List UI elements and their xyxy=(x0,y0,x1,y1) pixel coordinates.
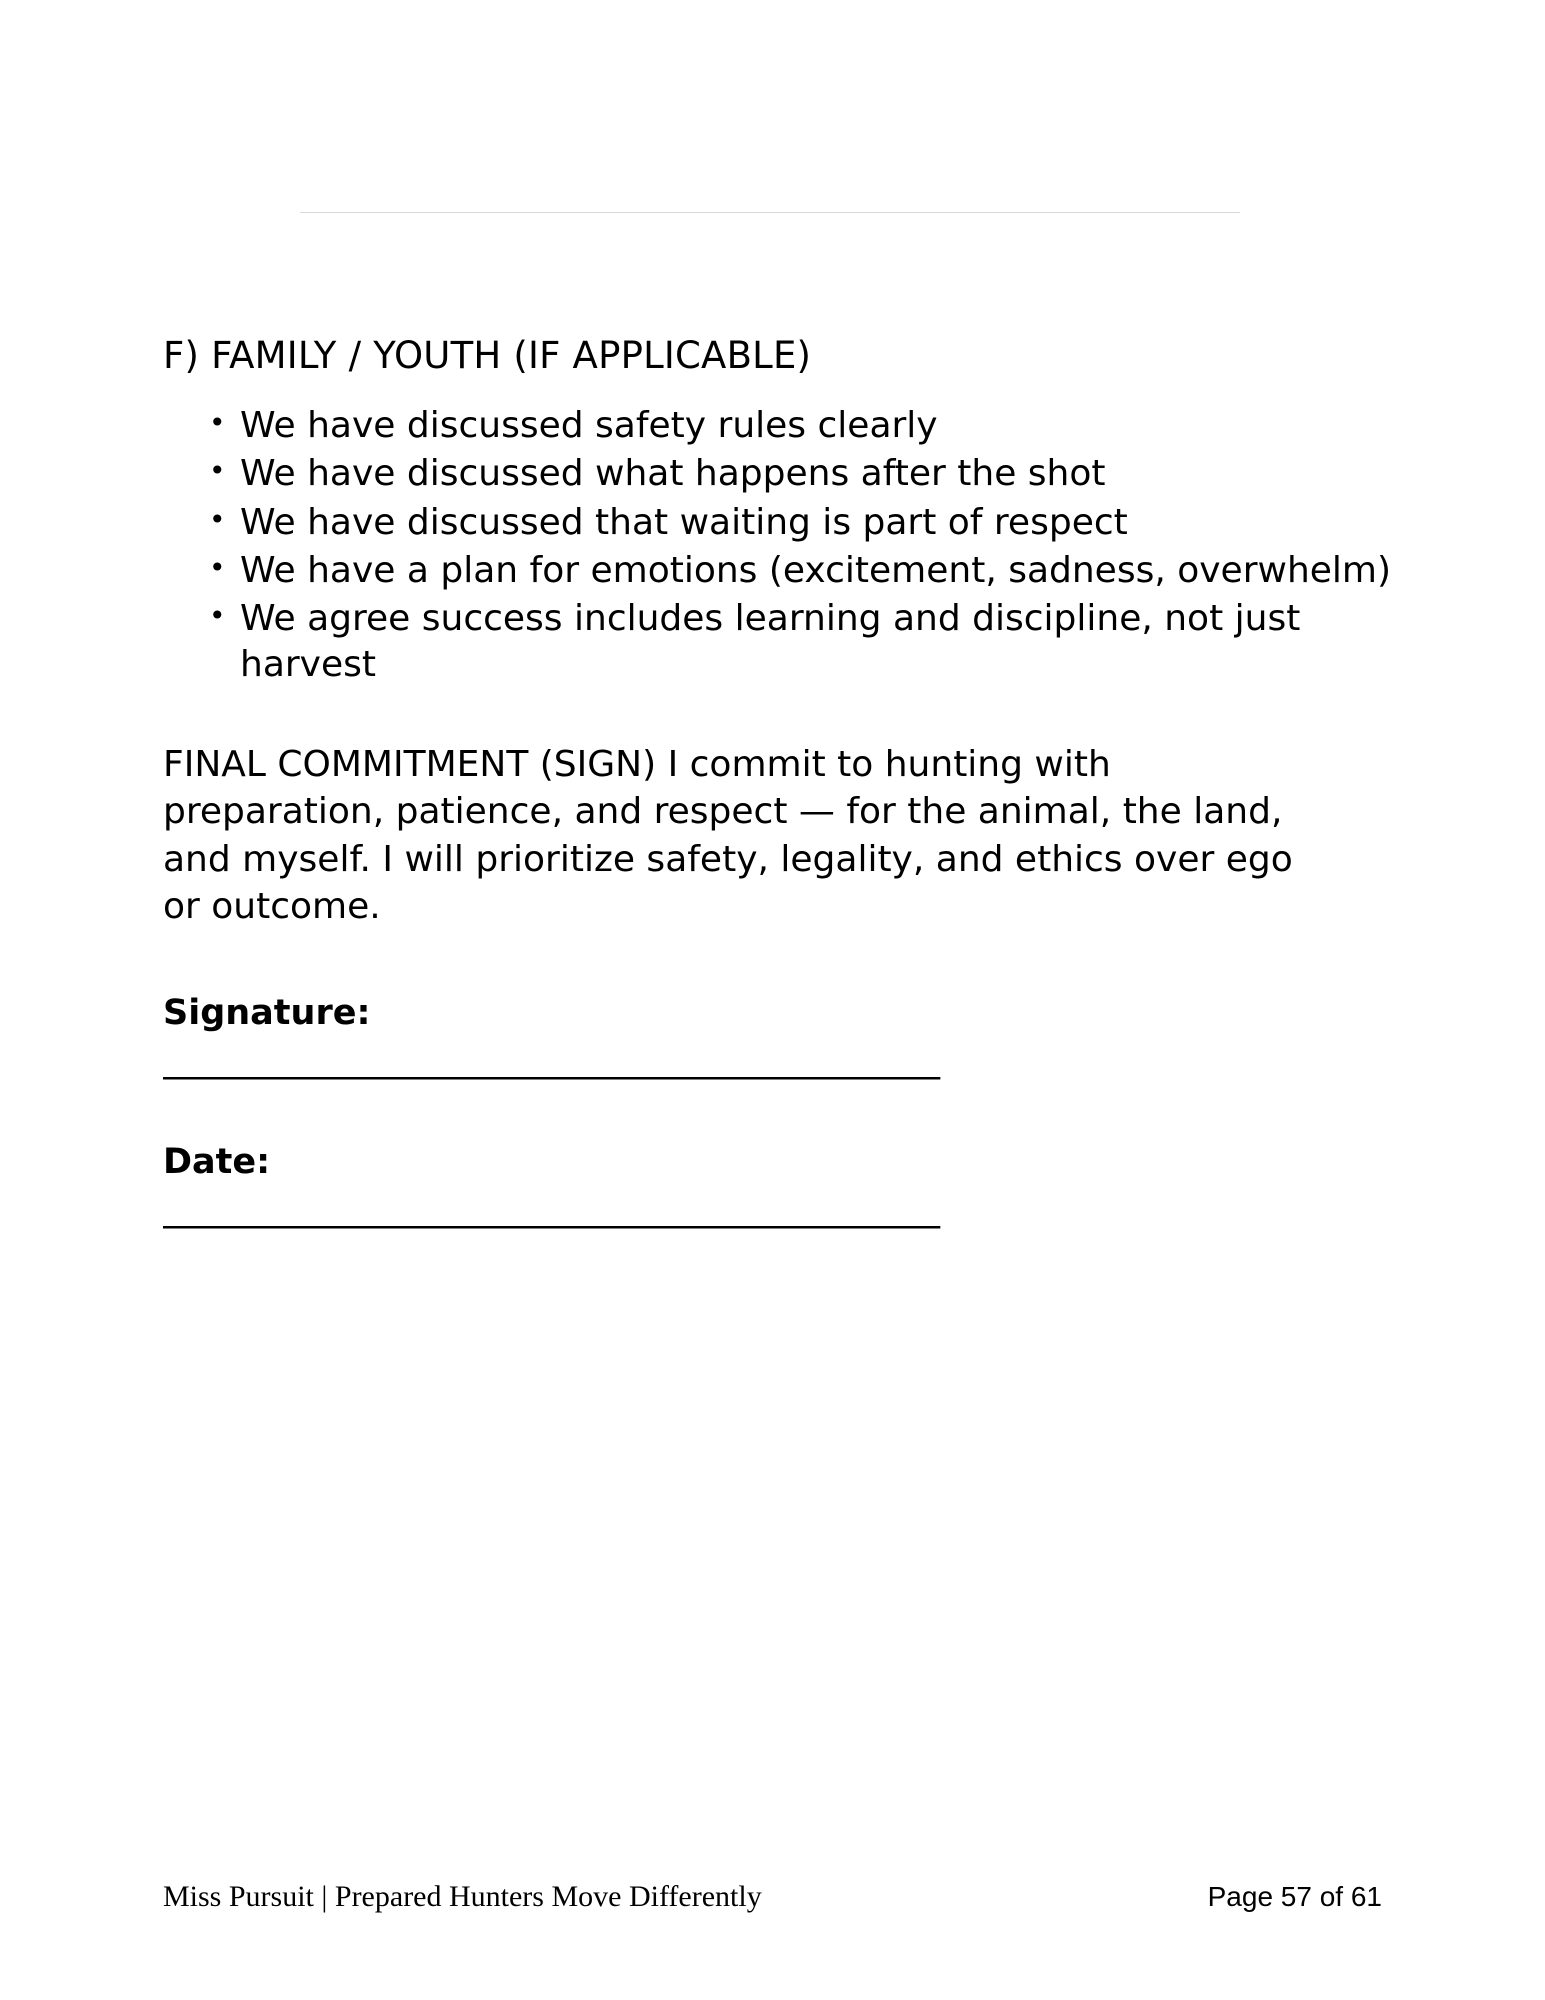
list-item: • We agree success includes learning and discipline, not just harvest xyxy=(163,596,1393,688)
list-item: • We have discussed what happens after the shot xyxy=(163,451,1393,497)
checklist xyxy=(163,403,1393,687)
final-commitment-paragraph: FINAL COMMITMENT (SIGN) I commit to hunting with preparation, patience, and respect — for the animal, the land, and myself. I will prioritize safety, legality, and ethics over ego or outcome. xyxy=(163,743,1293,928)
date-line: _______________________________________________ xyxy=(163,1187,939,1229)
list-item: • We have discussed safety rules clearly xyxy=(163,403,1393,449)
date-label: Date: xyxy=(163,1141,271,1182)
signature-label: Signature: xyxy=(163,992,371,1033)
section-heading: F) FAMILY / YOUTH (IF APPLICABLE) xyxy=(163,334,812,377)
header-divider xyxy=(300,212,1240,213)
page-content xyxy=(163,332,1393,1229)
signature-line: _______________________________________________ xyxy=(163,1038,939,1080)
footer-page-number: Page 57 of 61 xyxy=(1207,1881,1382,1912)
footer-brand: Miss Pursuit | Prepared Hunters Move Differently xyxy=(163,1880,762,1913)
list-item: • We have discussed that waiting is part of respect xyxy=(163,500,1393,546)
list-item: • We have a plan for emotions (excitement, sadness, overwhelm) xyxy=(163,548,1393,594)
page-footer xyxy=(163,1880,1382,1914)
